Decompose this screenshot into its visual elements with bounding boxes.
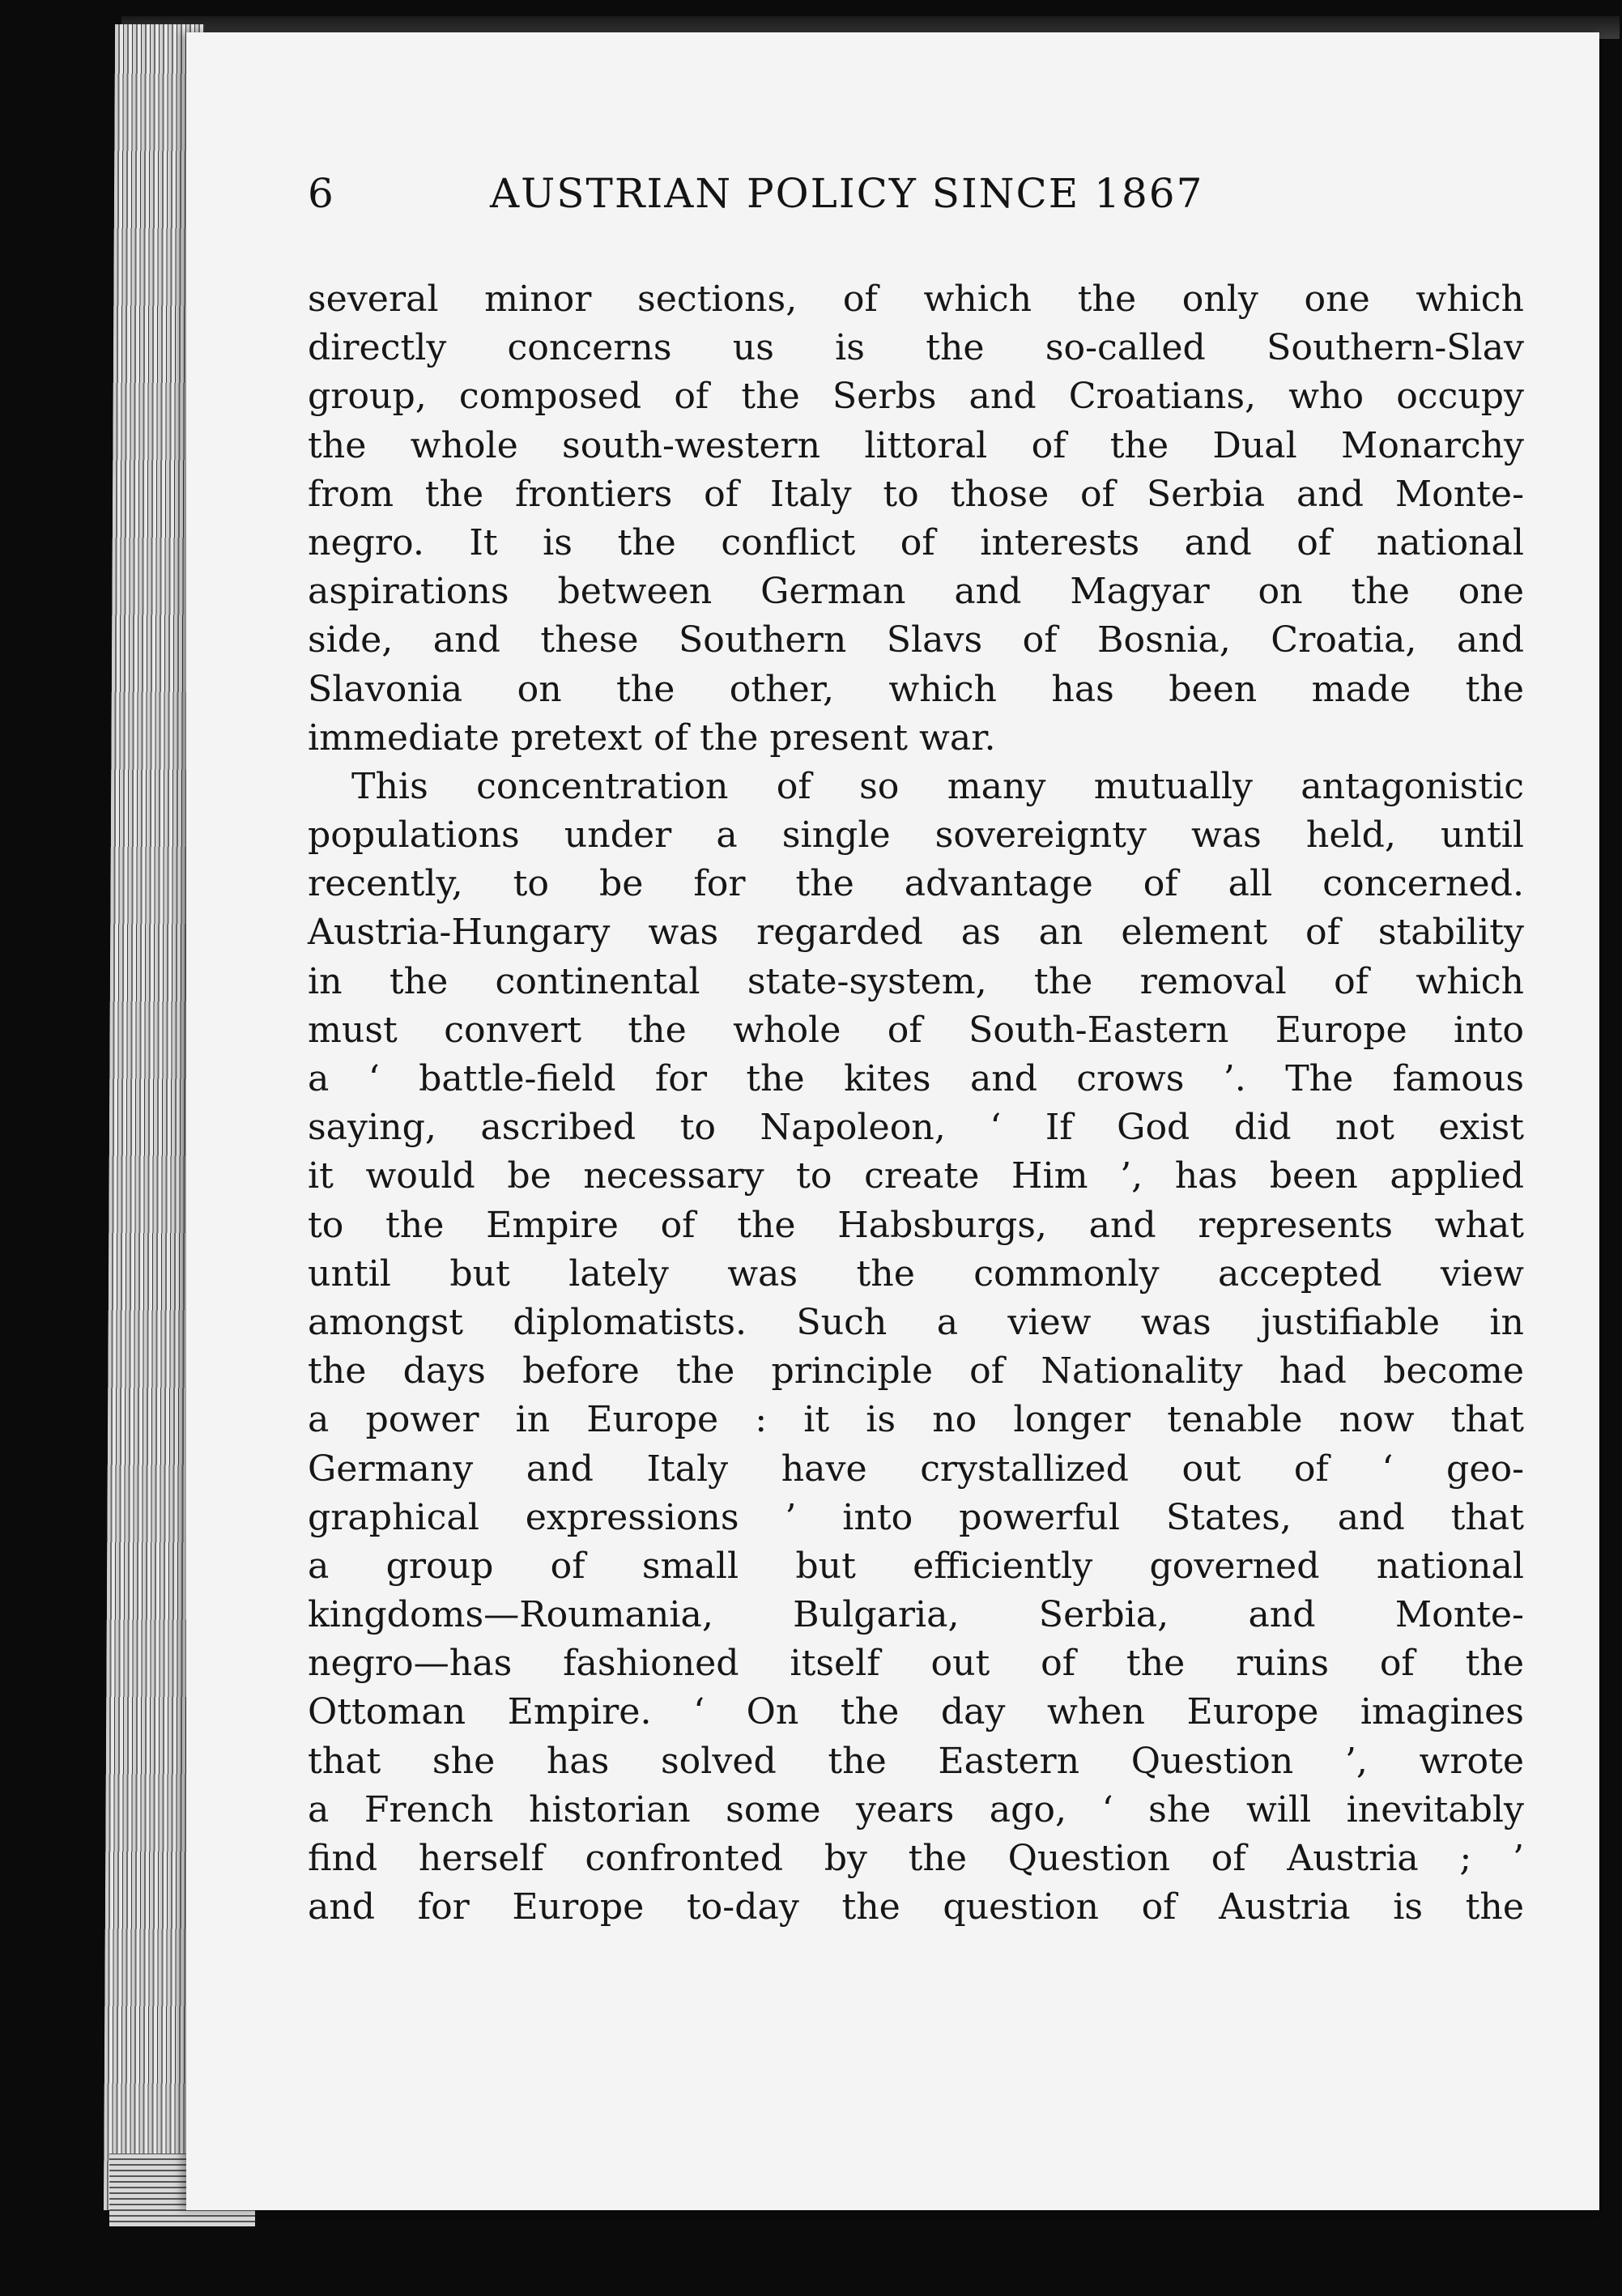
text-line: that she has solved the Eastern Question ’, wrote xyxy=(308,1740,1524,1782)
text-line: to the Empire of the Habsburgs, and represents what xyxy=(308,1204,1524,1246)
text-line: Slavonia on the other, which has been made the xyxy=(308,668,1524,710)
text-line: populations under a single sovereignty was held, until xyxy=(308,814,1524,857)
text-line: the whole south-western littoral of the Dual Monarchy xyxy=(308,424,1524,466)
text-line: and for Europe to-day the question of Austria is the xyxy=(308,1886,1524,1928)
text-line: side, and these Southern Slavs of Bosnia, Croatia, and xyxy=(308,619,1524,661)
text-line: negro. It is the conflict of interests and of national xyxy=(308,521,1524,563)
text-line: Germany and Italy have crystallized out of ‘ geo- xyxy=(308,1448,1524,1490)
text-line: Ottoman Empire. ‘ On the day when Europe imagines xyxy=(308,1691,1524,1733)
running-head xyxy=(308,170,1360,235)
text-line: Austria-Hungary was regarded as an element of stability xyxy=(308,912,1524,954)
text-line: a power in Europe : it is no longer tenable now that xyxy=(308,1399,1524,1441)
text-line: kingdoms—Roumania, Bulgaria, Serbia, and Monte- xyxy=(308,1594,1524,1636)
text-line: aspirations between German and Magyar on the one xyxy=(308,571,1524,613)
text-line: the days before the principle of Nationality had become xyxy=(308,1350,1524,1392)
text-line: directly concerns us is the so-called Southern-Slav xyxy=(308,327,1524,369)
text-line: a French historian some years ago, ‘ she will inevitably xyxy=(308,1788,1524,1830)
text-line: find herself confronted by the Question of Austria ; ’ xyxy=(308,1838,1524,1879)
text-line: several minor sections, of which the only one which xyxy=(308,278,1524,320)
text-line: group, composed of the Serbs and Croatians, who occupy xyxy=(308,376,1524,418)
text-line: graphical expressions ’ into powerful States, and that xyxy=(308,1496,1524,1538)
body-text xyxy=(308,275,1524,1932)
page-number: 6 xyxy=(308,170,335,217)
text-line: from the frontiers of Italy to those of Serbia and Monte- xyxy=(308,473,1524,515)
text-line: recently, to be for the advantage of all concerned. xyxy=(308,863,1524,905)
text-line: immediate pretext of the present war. xyxy=(308,716,996,759)
text-line: in the continental state-system, the removal of which xyxy=(308,960,1524,1002)
text-line: amongst diplomatists. Such a view was justifiable in xyxy=(308,1301,1524,1343)
text-line: a ‘ battle-field for the kites and crows ’. The famous xyxy=(308,1058,1524,1099)
paragraph-1 xyxy=(308,275,1524,763)
running-title: AUSTRIAN POLICY SINCE 1867 xyxy=(490,170,1204,217)
text-line: must convert the whole of South-Eastern Europe into xyxy=(308,1009,1524,1051)
paragraph-2 xyxy=(308,763,1524,1932)
text-line: negro—has fashioned itself out of the ruins of the xyxy=(308,1643,1524,1685)
text-line: This concentration of so many mutually antagonistic xyxy=(351,765,1524,807)
text-line: it would be necessary to create Him ’, has been applied xyxy=(308,1155,1524,1197)
text-line: a group of small but efficiently governed national xyxy=(308,1545,1524,1587)
text-line: saying, ascribed to Napoleon, ‘ If God did not exist xyxy=(308,1107,1524,1149)
text-line: until but lately was the commonly accepted view xyxy=(308,1252,1524,1295)
